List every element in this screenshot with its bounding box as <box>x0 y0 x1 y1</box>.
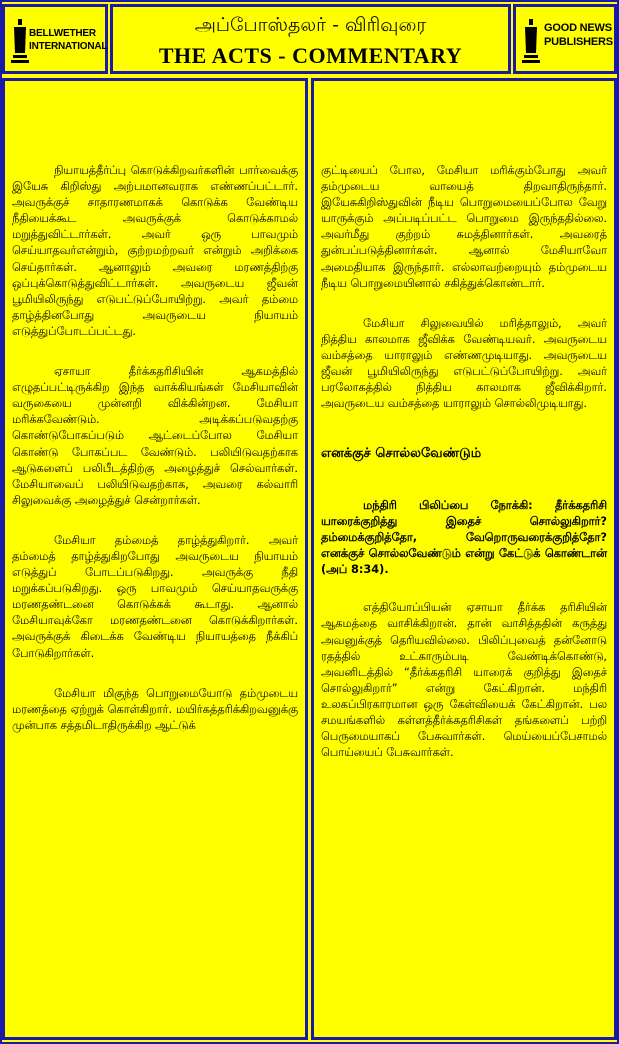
bellwether-logo-text <box>29 27 109 53</box>
paragraph: மேசியா தம்மைத் தாழ்த்துகிறார். அவர் தம்மைத் தாழ்த்துகிறபோது அவருடைய நியாயம் எடுத்துப் போடப்படுகிறது. அவருக்கு நீதி மறுக்கப்படுகிறது. ஒரு பாவமும் செய்யாதவருக்கு மரணதண்டனை கொடுக்கக் கூடாது. ஆனால் மேசியாவுக்கோ மரணதண்டனை கொடுக்கிறார்கள். அவருக்குக் கிடைக்க வேண்டிய நியாயத்தை நீக்கிப் போடுகிறார்கள். <box>12 533 298 660</box>
bell-logo-icon <box>11 17 29 65</box>
paragraph: மேசியா மிகுந்த பொறுமையோடு தம்முடைய மரணத்தை ஏற்றுக் கொள்கிறார். மயிர்கத்தரிக்கிறவனுக்கு முன்பாக சத்தமிடாதிருக்கிற ஆட்டுக் <box>12 686 298 732</box>
paragraph: ஏசாயா தீர்க்கதரிசியின் ஆகமத்தில் எழுதப்பட்டிருக்கிற இந்த வாக்கியங்கள் மேசியாவின் வருகையை முன்னறி விக்கின்றன. மேசியா மரிக்கவேண்டும். அடிக்கப்படுவதற்கு கொண்டுபோகப்படும் ஆட்டைப்போல மேசியா கொண்டு போகப்பட வேண்டும். பலியிடுவதற்காக ஆடுகளைப் பலிபீடத்திற்கு அழைத்துச் செல்வார்கள். மேசியாவைப் பலியிடுவதற்காக, அவரை கல்வாரி சிலுவைக்கு அழைத்துச் சென்றார்கள். <box>12 365 298 507</box>
section-subheading: எனக்குச் சொல்லவேண்டும் <box>321 446 482 462</box>
paragraph: எத்தியோப்பியன் ஏசாயா தீர்க்க தரிசியின் ஆகமத்தை வாசிக்கிறான். தான் வாசித்ததின் கருத்து அவனுக்குத் தெரியவில்லை. பிலிப்புவைத் தன்னோடு ரதத்தில் உட்காரும்படி வேண்டிக்கொண்டு, அவனிடத்தில் “தீர்க்கதரிசி யாரைக் குறித்து இதைச் சொல்லுகிறார்” என்று கேட்கிறான். மந்திரி உலகப்பிரகாரமான ஒரு கேள்வியைக் கேட்கிறான். பல சமயங்களில் கள்ளத்தீர்க்கதரிசிகள் தங்களைப் பற்றி பெருமையாகப் பேசுவார்கள். மெய்யைப்பேசாமல் பொய்யைப் பேசுவார்கள். <box>321 601 607 760</box>
title-box <box>110 4 511 74</box>
page-header <box>2 2 617 76</box>
paragraph: மேசியா சிலுவையில் மரித்தாலும், அவர் நித்திய காலமாக ஜீவிக்க வேண்டியவர். அவருடைய வம்சத்தை யாராலும் எண்ணமுடியாது. அவருடைய ஜீவன் பூமியிலிருந்து எடுபட்டுப்போயிற்று. அவர் பரலோகத்தில் நித்திய காலமாக ஜீவிக்கிறார். அவருடைய வம்சத்தை யாராலும் சொல்லிமுடியாது. <box>321 316 607 411</box>
bellwether-logo-box <box>2 4 108 74</box>
bellwether-line2: INTERNATIONAL <box>29 41 108 52</box>
right-column-content <box>321 163 607 785</box>
left-column-content <box>12 163 298 758</box>
title-english: THE ACTS - COMMENTARY <box>158 43 463 68</box>
goodnews-line2: PUBLISHERS <box>544 36 613 48</box>
right-column <box>311 78 617 1040</box>
title-tamil: அப்போஸ்தலர் - விரிவுரை <box>194 14 427 36</box>
goodnews-logo-box <box>513 4 617 74</box>
goodnews-logo-text <box>544 21 618 49</box>
paragraph: நியாயத்தீர்ப்பு கொடுக்கிறவர்களின் பார்வைக்கு இயேசு கிறிஸ்து அற்பமானவராக எண்ணப்பட்டார். அவருக்குச் சாதாரணமாகக் கொடுக்க வேண்டிய நீதியைக்கூட அவருக்குக் கொடுக்காமல் மறுத்துவிட்டார்கள். அவர் ஒரு பாவமும் செய்யாதவர்என்றும், குற்றமற்றவர் என்றும் அறிக்கை செய்தார்கள். ஆனாலும் அவரை மரணத்திற்கு ஒப்புக்கொடுத்துவிட்டார்கள். அவருடைய ஜீவன் பூமியிலிருந்து எடுபட்டுப்போயிற்று. அவர் தம்மை தாழ்த்தினபோது அவருடைய நியாயம் எடுத்துப்போடப்பட்டது. <box>12 164 298 338</box>
paragraph: குட்டியைப் போல, மேசியா மரிக்கும்போது அவர் தம்முடைய வாயைத் திறவாதிருந்தார். இயேசுகிறிஸ்துவின் நீடிய பொறுமையைப்போல வேறு யாருக்கும் அப்படிப்பட்ட பொறுமை இருந்ததில்லை. அவர்மீது குற்றம் சுமத்தினார்கள். அவரைத் துன்பப்படுத்தினார்கள். ஆனால் மேசியாவோ அமைதியாக இருந்தார். எல்லாவற்றையும் தம்முடைய நீடிய பொறுமையினால் சகித்துக்கொண்டார். <box>321 164 607 290</box>
goodnews-line1: GOOD NEWS <box>544 22 612 34</box>
bell-logo-icon <box>522 17 540 65</box>
scripture-quote: மந்திரி பிலிப்பை நோக்கி: தீர்க்கதரிசி யாரைக்குறித்து இதைச் சொல்லுகிறார்? தம்மைக்குறித்தோ, வேறொருவரைக்குறித்தோ? எனக்குச் சொல்லவேண்டும் என்று கேட்டுக் கொண்டான் (அப் 8:34). <box>321 499 607 577</box>
bellwether-line1: BELLWETHER <box>29 28 96 39</box>
left-column <box>2 78 308 1040</box>
